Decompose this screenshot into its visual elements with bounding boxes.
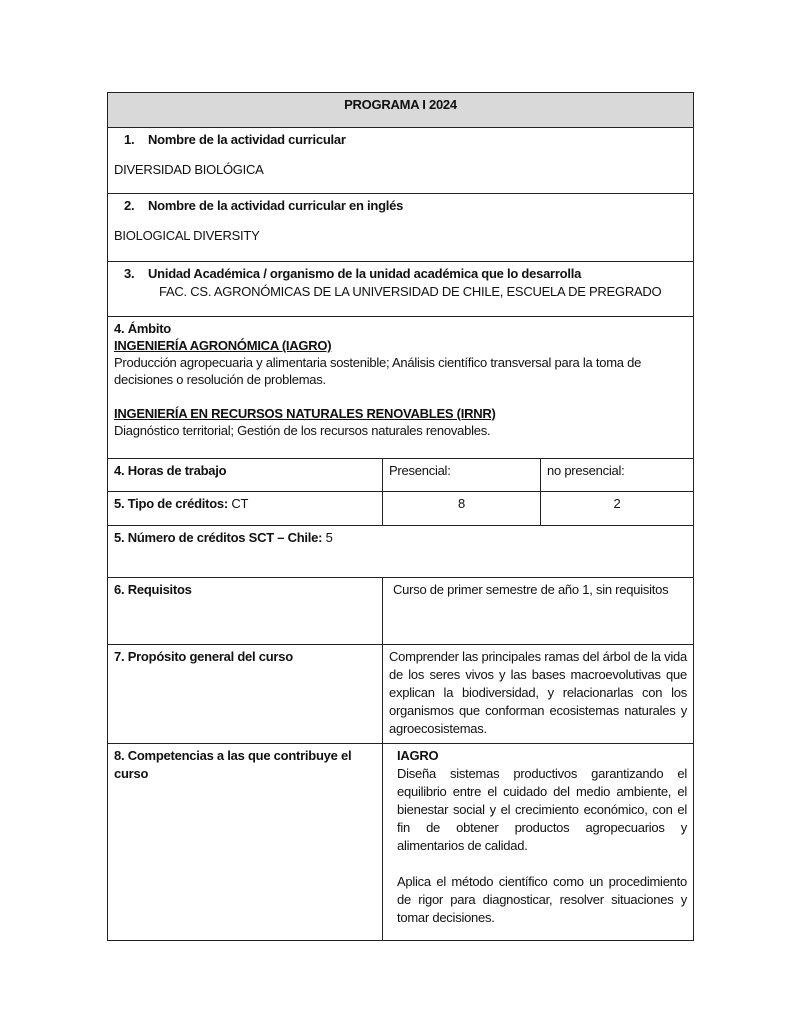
hours-presencial-value: 8 bbox=[382, 491, 541, 526]
section-label: Nombre de la actividad curricular bbox=[148, 132, 346, 147]
iagro-title: INGENIERÍA AGRONÓMICA (IAGRO) bbox=[114, 338, 332, 353]
section-label: Unidad Académica / organismo de la unidad académica que lo desarrolla bbox=[148, 266, 582, 281]
competencies-title: IAGRO bbox=[397, 748, 439, 763]
credit-type-value: CT bbox=[231, 496, 249, 511]
section-activity-name-english bbox=[107, 193, 694, 262]
section-value: FAC. CS. AGRONÓMICAS DE LA UNIVERSIDAD DE CHILE, ESCUELA DE PREGRADO bbox=[159, 284, 662, 299]
sct-credits-value: 5 bbox=[325, 530, 333, 545]
irnr-text: Diagnóstico territorial; Gestión de los recursos naturales renovables. bbox=[114, 423, 491, 438]
section-number: 2. bbox=[124, 198, 135, 213]
section-number: 1. bbox=[124, 132, 135, 147]
requirements-label: 6. Requisitos bbox=[107, 577, 383, 645]
iagro-text: Producción agropecuaria y alimentaria sostenible; Análisis científico transversal para la toma de decisiones o resolución de problemas. bbox=[114, 355, 642, 387]
hours-label: 4. Horas de trabajo bbox=[107, 458, 383, 492]
section-number: 3. bbox=[124, 266, 135, 281]
purpose-value: Comprender las principales ramas del árbol de la vida de los seres vivos y las bases macroevolutivas que explican la biodiversidad, y relacionarlas con los organismos que conforman ecosistemas naturales y agroecosistemas. bbox=[382, 644, 694, 744]
credit-type bbox=[107, 491, 383, 526]
section-academic-unit bbox=[107, 261, 694, 317]
irnr-title: INGENIERÍA EN RECURSOS NATURALES RENOVABLES (IRNR) bbox=[114, 406, 496, 421]
competencies-value bbox=[382, 743, 694, 941]
hours-no-presencial-value: 2 bbox=[540, 491, 694, 526]
requirements-value: Curso de primer semestre de año 1, sin requisitos bbox=[382, 577, 694, 645]
hours-no-presencial-header: no presencial: bbox=[540, 458, 694, 492]
competencies-label: 8. Competencias a las que contribuye el curso bbox=[107, 743, 383, 941]
sct-credits bbox=[107, 525, 694, 578]
purpose-label: 7. Propósito general del curso bbox=[107, 644, 383, 744]
program-title: PROGRAMA I 2024 bbox=[107, 92, 694, 128]
section-label: 4. Ámbito bbox=[114, 321, 171, 336]
competency-item: Aplica el método científico como un procedimiento de rigor para diagnosticar, resolver situaciones y tomar decisiones. bbox=[397, 874, 687, 925]
section-value: DIVERSIDAD BIOLÓGICA bbox=[114, 162, 264, 177]
section-activity-name bbox=[107, 127, 694, 194]
section-scope bbox=[107, 316, 694, 459]
competency-item: Diseña sistemas productivos garantizando el equilibrio entre el cuidado del medio ambiente, el bienestar social y el crecimiento económico, con el fin de obtener productos agropecuarios y alimentarios de calidad. bbox=[397, 766, 687, 853]
section-value: BIOLOGICAL DIVERSITY bbox=[114, 228, 260, 243]
section-label: Nombre de la actividad curricular en inglés bbox=[148, 198, 404, 213]
sct-credits-label: 5. Número de créditos SCT – Chile: bbox=[114, 530, 323, 545]
hours-presencial-header: Presencial: bbox=[382, 458, 541, 492]
credit-type-label: 5. Tipo de créditos: bbox=[114, 496, 228, 511]
